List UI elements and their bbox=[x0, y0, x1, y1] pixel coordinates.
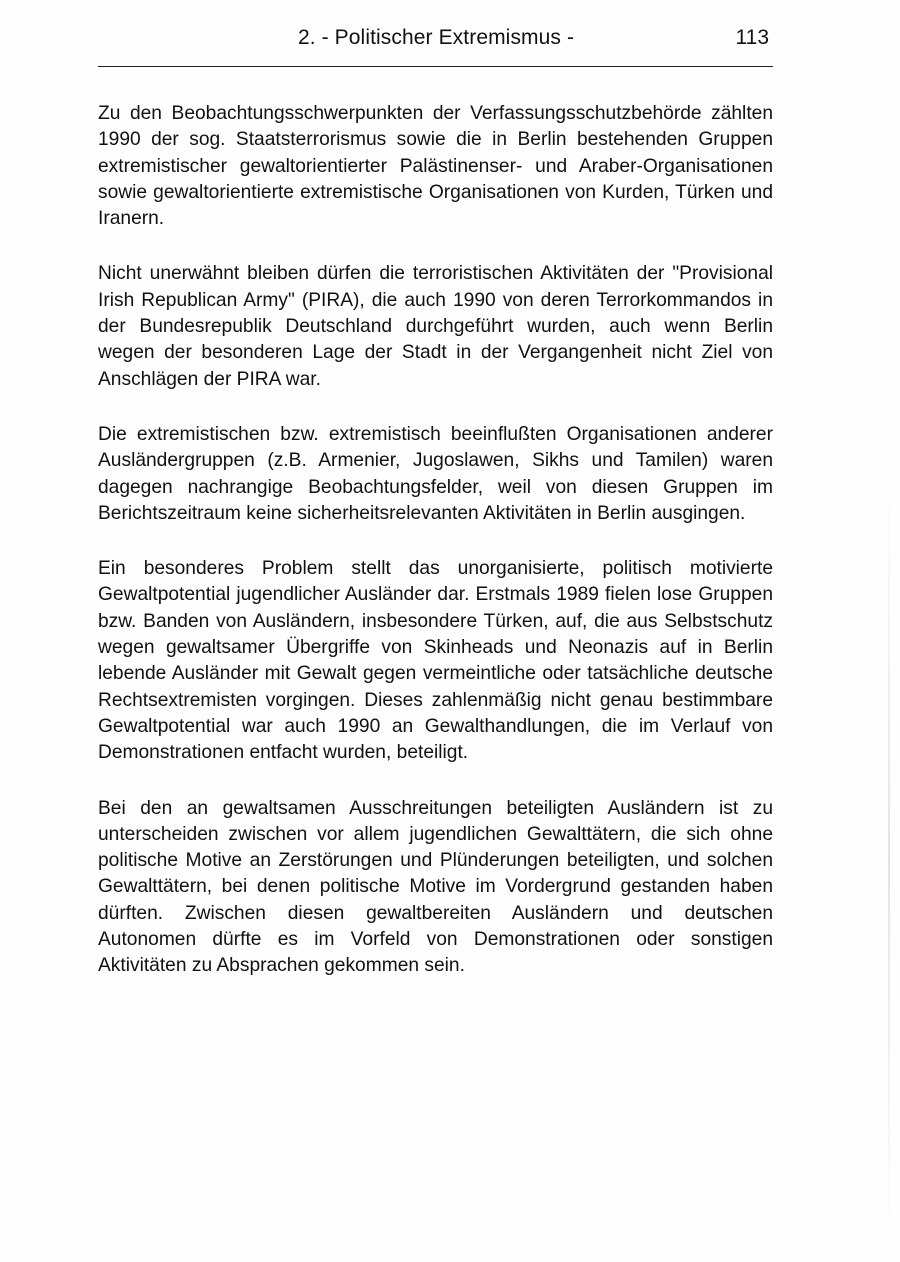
page-number: 113 bbox=[735, 26, 769, 49]
running-title: 2. - Politischer Extremismus - bbox=[298, 26, 575, 49]
header-divider bbox=[98, 66, 773, 67]
page-header bbox=[98, 26, 773, 56]
paragraph: Bei den an gewaltsamen Ausschreitungen beteiligten Ausländern ist zu unterscheiden zwischen vor allem jugendlichen Gewalttätern, die sich ohne politische Motive an Zerstörungen und Plünderungen beteiligten, und solchen Gewalttätern, bei denen politische Motive im Vordergrund gestanden haben dürften. Zwischen diesen gewaltbereiten Ausländern und deutschen Autonomen dürfte es im Vorfeld von Demonstrationen oder sonstigen Aktivitäten zu Absprachen gekommen sein. bbox=[98, 797, 773, 977]
body-text bbox=[98, 101, 773, 1009]
paragraph: Die extremistischen bzw. extremistisch beeinflußten Organisationen anderer Ausländergruppen (z.B. Armenier, Jugoslawen, Sikhs und Tamilen) waren dagegen nachrangige Beobachtungsfelder, weil von diesen Gruppen im Berichtszeitraum keine sicherheitsrelevanten Aktivitäten in Berlin ausgingen. bbox=[98, 423, 773, 524]
scan-edge-shadow bbox=[888, 480, 890, 1240]
paragraph: Nicht unerwähnt bleiben dürfen die terroristischen Aktivitäten der "Provisional Irish Republican Army" (PIRA), die auch 1990 von deren Terrorkommandos in der Bundesrepublik Deutschland durchgeführt wurden, auch wenn Berlin wegen der besonderen Lage der Stadt in der Vergangenheit nicht Ziel von Anschlägen der PIRA war. bbox=[98, 263, 773, 390]
paragraph: Zu den Beobachtungsschwerpunkten der Verfassungsschutzbehörde zählten 1990 der sog. Staatsterrorismus sowie die in Berlin bestehenden Gruppen extremistischer gewaltorientierter Palästinenser- und Araber-Organisationen sowie gewaltorientierte extremistische Organisationen von Kurden, Türken und Iranern. bbox=[98, 103, 773, 230]
paragraph: Ein besonderes Problem stellt das unorganisierte, politisch motivierte Gewaltpotential jugendlicher Ausländer dar. Erstmals 1989 fielen lose Gruppen bzw. Banden von Ausländern, insbesondere Türken, auf, die aus Selbstschutz wegen gewaltsamer Übergriffe von Skinheads und Neonazis auf in Berlin lebende Ausländer mit Gewalt gegen vermeintliche oder tatsächliche deutsche Rechtsextremisten vorgingen. Dieses zahlenmäßig nicht genau bestimmbare Gewaltpotential war auch 1990 an Gewalthandlungen, die im Verlauf von Demonstrationen entfacht wurden, beteiligt. bbox=[98, 558, 773, 764]
